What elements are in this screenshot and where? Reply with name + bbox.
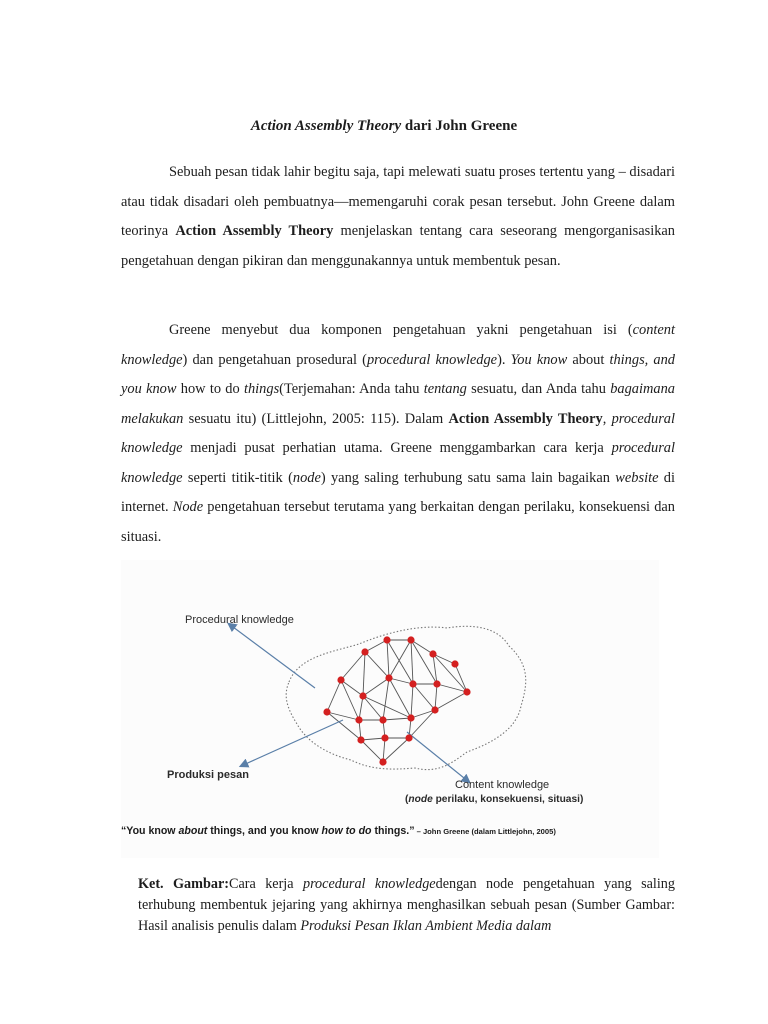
network-edge xyxy=(413,684,435,710)
text-run: sesuatu itu) (Littlejohn, 2005: 115). Dalam xyxy=(183,410,449,427)
figure-caption xyxy=(138,874,675,937)
italic-run: procedural knowledge xyxy=(121,410,675,456)
text-run: menjelaskan tentang cara seseorang mengorganisasikan pengetahuan dengan pikiran dan menggunakannya untuk membentuk pesan. xyxy=(121,223,676,269)
text-run: Cara kerja xyxy=(228,876,303,892)
italic-run: things, and you know xyxy=(121,351,675,397)
network-edge xyxy=(411,640,433,654)
network-nodes xyxy=(323,636,470,765)
italic-run: things xyxy=(243,381,280,397)
network-edge xyxy=(383,678,389,720)
network-edge xyxy=(365,640,387,652)
knowledge-node xyxy=(463,688,470,695)
knowledge-node xyxy=(381,734,388,741)
label-content-sub xyxy=(405,794,583,805)
label-content-knowledge: Content knowledge xyxy=(455,779,550,791)
knowledge-node xyxy=(409,680,416,687)
italic-run: node xyxy=(292,469,321,486)
knowledge-node xyxy=(451,660,458,667)
knowledge-node xyxy=(407,714,414,721)
knowledge-node xyxy=(337,676,344,683)
bold-run: Action Assembly Theory xyxy=(448,410,603,427)
network-edge xyxy=(359,696,363,720)
network-edge xyxy=(361,738,385,740)
italic-run: how to do xyxy=(321,825,372,837)
network-edge xyxy=(411,640,413,684)
title-rest: dari John Greene xyxy=(401,118,518,134)
network-edge xyxy=(435,684,437,710)
text-run: ) yang saling terhubung satu sama lain bagaikan xyxy=(320,469,616,486)
quote-attribution: – John Greene (dalam Littlejohn, 2005) xyxy=(414,827,556,836)
network-edge xyxy=(433,654,455,664)
figure-quote xyxy=(121,825,556,837)
knowledge-node xyxy=(361,648,368,655)
network-edge xyxy=(363,696,411,718)
italic-run: procedural knowledge xyxy=(121,440,675,486)
text-run: perilaku, konsekuensi, situasi) xyxy=(432,794,584,805)
network-edge xyxy=(437,684,467,692)
network-edge xyxy=(383,738,385,762)
text-run: (Terjemahan: Anda tahu xyxy=(279,381,424,397)
italic-run: about xyxy=(178,825,208,837)
knowledge-network-figure xyxy=(121,560,659,858)
knowledge-node xyxy=(357,736,364,743)
italic-run: Produksi Pesan Iklan Ambient Media dalam xyxy=(300,918,552,934)
text-run: seperti titik-titik ( xyxy=(182,469,293,486)
network-edge xyxy=(341,652,365,680)
knowledge-node xyxy=(405,734,412,741)
knowledge-node xyxy=(359,692,366,699)
network-edge xyxy=(383,738,409,762)
network-edge xyxy=(363,696,383,720)
text-run: how to do xyxy=(176,381,244,397)
arrow-produksi xyxy=(241,720,343,766)
network-edge xyxy=(389,678,411,718)
network-edge xyxy=(389,640,411,678)
knowledge-boundary xyxy=(286,626,526,769)
italic-run: procedural knowledge xyxy=(366,351,498,368)
paragraph-intro xyxy=(121,158,675,276)
text-run: ( xyxy=(405,794,409,805)
network-edge xyxy=(383,718,411,720)
arrow-content xyxy=(407,732,469,782)
text-run: di internet. xyxy=(121,469,675,515)
network-edge xyxy=(363,652,365,696)
network-edge xyxy=(365,652,389,678)
text-run: ) dan pengetahuan prosedural ( xyxy=(182,351,367,368)
knowledge-node xyxy=(383,636,390,643)
network-edge xyxy=(389,678,413,684)
paragraph-greene xyxy=(121,316,675,552)
text-run: Greene menyebut dua komponen pengetahuan yakni pengetahuan isi ( xyxy=(169,322,633,338)
network-edge xyxy=(363,678,389,696)
italic-run: content knowledge xyxy=(121,322,675,368)
text-run: about xyxy=(567,351,610,368)
text-run: things, and you know xyxy=(207,825,322,837)
network-diagram xyxy=(121,560,659,858)
italic-run: website xyxy=(615,469,659,486)
italic-run: bagaimana melakukan xyxy=(121,381,675,427)
knowledge-node xyxy=(379,716,386,723)
text-run: “You know xyxy=(121,825,179,837)
knowledge-node xyxy=(429,650,436,657)
network-edges xyxy=(327,640,467,762)
text-run: pengetahuan tersebut terutama yang berkaitan dengan perilaku, konsekuensi dan situasi. xyxy=(121,499,675,545)
network-edge xyxy=(455,664,467,692)
italic-run: procedural knowledge xyxy=(302,876,436,892)
network-edge xyxy=(411,684,413,718)
italic-run: You know xyxy=(510,351,568,368)
document-title xyxy=(0,118,768,135)
text-run: Sebuah pesan tidak lahir begitu saja, tapi melewati suatu proses tertentu yang – disadari atau tidak disadari oleh pembuatnya—memengaruhi corak pesan tersebut. John Greene dalam teorinya xyxy=(121,164,675,239)
text-run: sesuatu, dan Anda tahu xyxy=(466,381,611,397)
network-edge xyxy=(327,680,341,712)
network-edge xyxy=(435,692,467,710)
knowledge-node xyxy=(431,706,438,713)
knowledge-node xyxy=(385,674,392,681)
knowledge-node xyxy=(433,680,440,687)
network-edge xyxy=(387,640,389,678)
knowledge-node xyxy=(379,758,386,765)
network-edge xyxy=(433,654,437,684)
italic-run: tentang xyxy=(423,381,467,397)
caption-label: Ket. Gambar: xyxy=(138,876,229,892)
text-run: , xyxy=(602,410,612,427)
text-run: ). xyxy=(497,351,511,368)
knowledge-node xyxy=(355,716,362,723)
knowledge-node xyxy=(323,708,330,715)
text-run: menjadi pusat perhatian utama. Greene menggambarkan cara kerja xyxy=(182,440,612,456)
text-run: dengan node pengetahuan yang saling terhubung membentuk jejaring yang akhirnya menghasilkan sebuah pesan (Sumber Gambar: Hasil analisis penulis dalam xyxy=(138,876,675,934)
bold-run: Action Assembly Theory xyxy=(175,223,334,239)
network-edge xyxy=(411,640,437,684)
knowledge-node xyxy=(407,636,414,643)
label-procedural-knowledge: Procedural knowledge xyxy=(185,614,294,626)
italic-run: node xyxy=(408,794,433,805)
title-italic: Action Assembly Theory xyxy=(250,118,402,134)
italic-run: Node xyxy=(172,499,204,515)
arrow-procedural xyxy=(229,624,315,688)
text-run: things.” xyxy=(371,825,415,837)
label-produksi-pesan: Produksi pesan xyxy=(167,769,249,781)
network-edge xyxy=(361,740,383,762)
